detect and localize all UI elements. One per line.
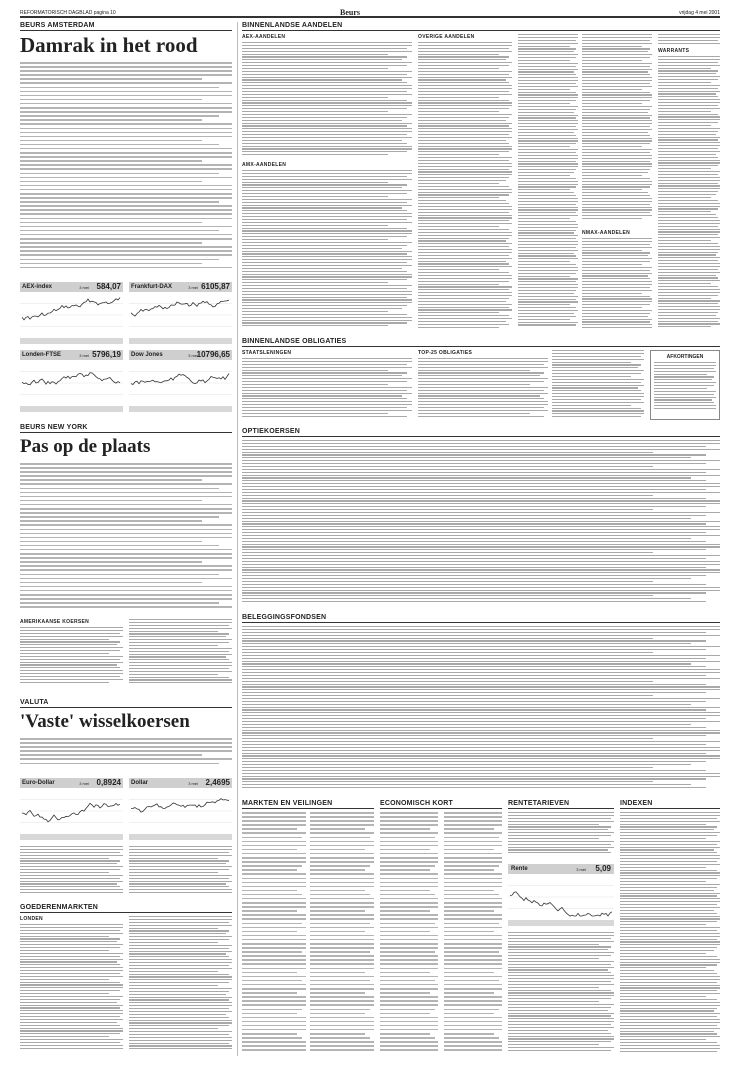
table-overige-aandelen-1 xyxy=(418,42,512,332)
section-economisch-kort: ECONOMISCH KORT xyxy=(380,800,502,809)
chart-dollar-plot xyxy=(129,788,232,834)
table-beleggingsfondsen xyxy=(242,626,720,792)
chart-dax-plot xyxy=(129,292,232,338)
chart-ftse-value: 5796,19 xyxy=(92,350,121,359)
chart-dow-plot xyxy=(129,360,232,406)
section-valuta: VALUTA xyxy=(20,699,232,708)
section-goederenmarkten: GOEDERENMARKTEN xyxy=(20,904,232,913)
chart-dax-value: 6105,87 xyxy=(201,282,230,291)
article-markten-col1 xyxy=(242,812,306,1056)
article-economisch-col2 xyxy=(444,812,502,1056)
label-amerikaanse-koersen: AMERIKAANSE KOERSEN xyxy=(20,619,90,625)
box-afkortingen xyxy=(650,350,720,420)
afkortingen-title: AFKORTINGEN xyxy=(666,354,704,360)
table-nmax-aandelen xyxy=(582,238,652,332)
masthead-paper-name: REFORMATORISCH DAGBLAD pagina 10 xyxy=(20,10,116,16)
table-renteposities xyxy=(508,932,614,1056)
article-newyork-body xyxy=(20,463,232,611)
section-beurs-new-york: BEURS NEW YORK xyxy=(20,424,232,433)
chart-euro-title: Euro-Dollar xyxy=(22,780,55,786)
chart-dollar-value: 2,4695 xyxy=(205,778,230,787)
section-beurs-amsterdam: BEURS AMSTERDAM xyxy=(20,22,232,31)
label-top25-obligaties: TOP-25 OBLIGATIES xyxy=(418,350,473,356)
headline-newyork: Pas op de plaats xyxy=(20,436,151,457)
label-overige-aandelen: OVERIGE AANDELEN xyxy=(418,34,475,40)
section-indexen: INDEXEN xyxy=(620,800,720,809)
masthead-date: vrijdag 4 mei 2001 xyxy=(679,10,720,16)
label-aex-aandelen: AEX-AANDELEN xyxy=(242,34,286,40)
section-binnenlandse-obligaties: BINNENLANDSE OBLIGATIES xyxy=(242,338,720,347)
chart-euro: Euro-Dollar 3 mei 0,8924 xyxy=(20,778,123,840)
chart-dow-title: Dow Jones xyxy=(131,352,163,358)
section-markten-veilingen: MARKTEN EN VEILINGEN xyxy=(242,800,374,809)
chart-dow-value: 10796,65 xyxy=(196,350,230,359)
label-warrants: WARRANTS xyxy=(658,48,690,54)
table-warrants-top xyxy=(658,34,720,46)
chart-aex-value: 584,07 xyxy=(96,282,121,291)
chart-aex-plot xyxy=(20,292,123,338)
headline-amsterdam: Damrak in het rood xyxy=(20,33,198,57)
chart-dow: Dow Jones 3 mei 10796,65 xyxy=(129,350,232,412)
newspaper-page xyxy=(20,8,720,1060)
chart-euro-value: 0,8924 xyxy=(96,778,121,787)
chart-euro-plot xyxy=(20,788,123,834)
chart-ftse: Londen-FTSE 3 mei 5796,19 xyxy=(20,350,123,412)
chart-dollar-title: Dollar xyxy=(131,780,149,786)
table-overige-aandelen-3 xyxy=(582,34,652,224)
label-londen: LONDEN xyxy=(20,916,43,922)
table-aex-aandelen xyxy=(242,42,412,158)
table-top25-obligaties xyxy=(418,358,548,420)
table-us-col1 xyxy=(20,627,123,687)
section-beleggingsfondsen: BELEGGINGSFONDSEN xyxy=(242,614,720,623)
chart-rente: Rente 3 mei 5,09 xyxy=(508,864,614,926)
chart-aex-title: AEX-index xyxy=(22,284,53,290)
article-markten-col2 xyxy=(310,812,374,1056)
table-valuta-2 xyxy=(129,846,232,896)
table-obligaties-extra xyxy=(552,350,644,420)
label-nmax-aandelen: NMAX-AANDELEN xyxy=(582,230,631,236)
table-goederen-1 xyxy=(20,924,123,1054)
index-trace-line xyxy=(510,892,612,916)
index-trace-line xyxy=(131,799,229,813)
chart-rente-value: 5,09 xyxy=(595,864,611,873)
chart-dax-title: Frankfurt-DAX xyxy=(131,284,173,290)
chart-ftse-plot xyxy=(20,360,123,406)
chart-rente-plot xyxy=(508,874,614,920)
chart-ftse-title: Londen-FTSE xyxy=(22,352,61,358)
chart-rente-title: Rente xyxy=(511,866,528,872)
table-overige-aandelen-2 xyxy=(518,34,578,332)
article-amsterdam-body xyxy=(20,62,232,274)
index-trace-line xyxy=(22,298,120,320)
headline-valuta: 'Vaste' wisselkoersen xyxy=(20,711,190,732)
table-goederen-2 xyxy=(129,916,232,1054)
label-amx-aandelen: AMX-AANDELEN xyxy=(242,162,287,168)
label-staatsleningen: STAATSLENINGEN xyxy=(242,350,292,356)
article-valuta-body xyxy=(20,738,232,768)
article-economisch-col1 xyxy=(380,812,438,1056)
chart-dollar: Dollar 3 mei 2,4695 xyxy=(129,778,232,840)
index-trace-line xyxy=(22,803,120,821)
masthead xyxy=(20,8,720,18)
section-rentetarieven: RENTETARIEVEN xyxy=(508,800,614,809)
index-trace-line xyxy=(131,300,229,316)
section-binnenlandse-aandelen: BINNENLANDSE AANDELEN xyxy=(242,22,720,31)
chart-aex: AEX-index 3 mei 584,07 xyxy=(20,282,123,344)
table-indexen xyxy=(620,812,720,1056)
section-optiekoersen: OPTIEKOERSEN xyxy=(242,428,720,437)
chart-dax: Frankfurt-DAX 3 mei 6105,87 xyxy=(129,282,232,344)
table-amx-aandelen xyxy=(242,170,412,332)
masthead-section-title: Beurs xyxy=(340,8,360,17)
table-staatsleningen xyxy=(242,358,412,420)
table-valuta-1 xyxy=(20,846,123,896)
table-optiekoersen xyxy=(242,440,720,608)
table-rentetarieven xyxy=(508,812,614,858)
table-us-col2 xyxy=(129,619,232,687)
table-warrants xyxy=(658,56,720,332)
